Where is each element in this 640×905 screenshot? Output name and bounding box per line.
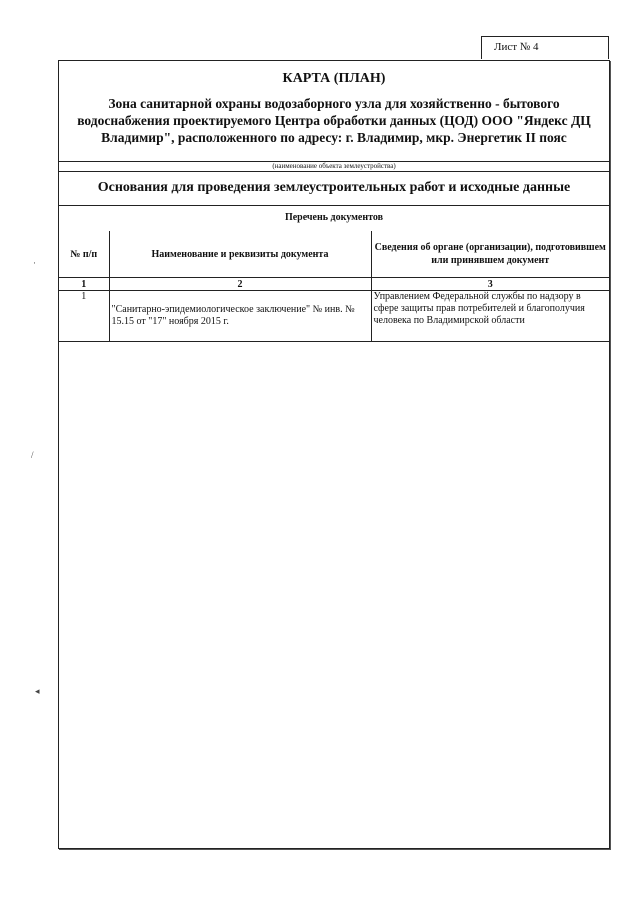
header-number: № п/п (59, 231, 109, 278)
object-caption: (наименование объекта землеустройства) (272, 162, 396, 170)
scan-mark: ◂ (35, 686, 40, 696)
document-title: КАРТА (ПЛАН) (282, 71, 386, 86)
row-number: 1 (59, 291, 109, 342)
column-number: 3 (371, 278, 609, 291)
divider (59, 205, 609, 206)
row-organ: Управлением Федеральной службы по надзору в сфере защиты прав потребителей и благополучия человека по Владимирской области (371, 291, 609, 342)
column-number: 2 (109, 278, 371, 291)
header-document: Наименование и реквизиты документа (109, 231, 371, 278)
documents-table (59, 231, 609, 342)
sheet-number-box (481, 36, 609, 59)
table-row (59, 291, 609, 342)
scan-mark: · (33, 258, 36, 268)
table-column-numbers (59, 278, 609, 291)
section-title: Основания для проведения землеустроительных работ и исходные данные (97, 180, 571, 195)
header-organ: Сведения об органе (организации), подготовившем или принявшем документ (371, 231, 609, 278)
document-subtitle: Зона санитарной охраны водозаборного узла для хозяйственно - бытового водоснабжения проектируемого Центра обработки данных (ЦОД) ООО "Яндекс ДЦ Владимир", расположенного по адресу: г. Владимир, мкр. Энергетик II пояс (77, 96, 591, 145)
document-frame (58, 60, 610, 849)
divider (59, 171, 609, 172)
scan-mark: / (31, 450, 34, 460)
column-number: 1 (59, 278, 109, 291)
table-header-row (59, 231, 609, 278)
sheet-number-label: Лист № 4 (494, 41, 539, 53)
row-document: "Санитарно-эпидемиологическое заключение" № инв. № 15.15 от "17" ноября 2015 г. (109, 291, 371, 342)
documents-list-title: Перечень документов (284, 212, 384, 223)
